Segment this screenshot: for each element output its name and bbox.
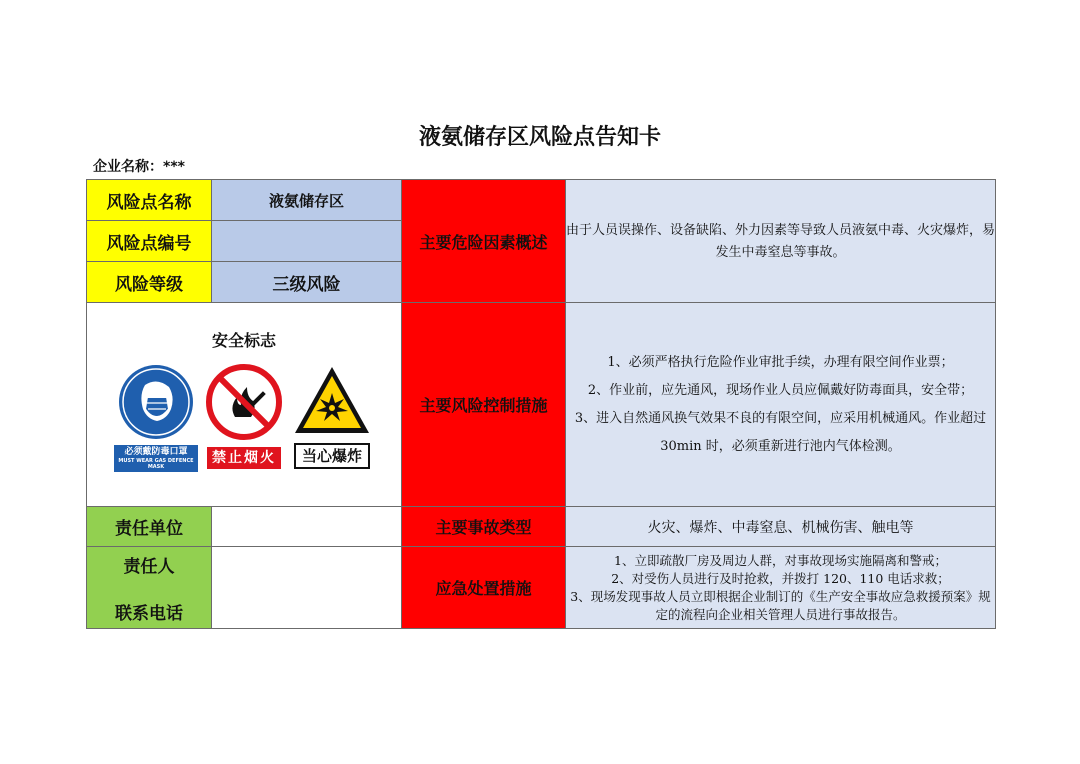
safety-signs-title: 安全标志 <box>211 330 276 350</box>
risk-name-label: 风险点名称 <box>87 180 212 221</box>
control-line: 3、进入自然通风换气效果不良的有限空间，应采用机械通风。作业超过 30min 时，必须重新进行池内气体检测。 <box>574 410 987 454</box>
emergency-text <box>566 547 996 629</box>
accident-text: 火灾、爆炸、中毒窒息、机械伤害、触电等 <box>566 507 996 547</box>
unit-value <box>212 507 402 547</box>
unit-label: 责任单位 <box>87 507 212 547</box>
explosion-warning-icon <box>292 363 372 439</box>
safety-signs-row <box>87 363 401 472</box>
risk-number-label: 风险点编号 <box>87 221 212 262</box>
sign-gas-mask-label: 必须戴防毒口罩 MUST WEAR GAS DEFENCE MASK <box>114 445 198 472</box>
sign-no-fire <box>204 363 284 469</box>
emergency-label: 应急处置措施 <box>402 547 566 629</box>
no-smoking-fire-icon <box>205 363 283 441</box>
accident-label: 主要事故类型 <box>402 507 566 547</box>
phone-label: 联系电话 <box>115 603 183 624</box>
control-text <box>566 303 996 507</box>
risk-level-label: 风险等级 <box>87 262 212 303</box>
risk-name-value: 液氨储存区 <box>212 180 402 221</box>
control-label: 主要风险控制措施 <box>402 303 566 507</box>
sign-gas-mask <box>116 363 196 472</box>
person-phone-labels <box>87 547 212 629</box>
risk-card-table <box>86 179 996 629</box>
control-line: 2、作业前，应先通风，现场作业人员应佩戴好防毒面具，安全带； <box>587 382 974 398</box>
sign-explosion-label: 当心爆炸 <box>294 443 370 469</box>
company-name: 企业名称：*** <box>93 159 185 175</box>
risk-level-value: 三级风险 <box>212 262 402 303</box>
card-title: 液氨储存区风险点告知卡 <box>418 125 661 150</box>
person-value <box>212 547 402 629</box>
safety-signs-cell <box>87 303 402 507</box>
hazard-text: 由于人员误操作、设备缺陷、外力因素等导致人员液氨中毒、火灾爆炸，易发生中毒窒息等事故。 <box>566 180 996 303</box>
emergency-line: 1、立即疏散厂房及周边人群，对事故现场实施隔离和警戒； <box>614 552 947 568</box>
control-line: 1、必须严格执行危险作业审批手续，办理有限空间作业票； <box>607 354 954 370</box>
risk-number-value <box>212 221 402 262</box>
sign-no-fire-label: 禁止烟火 <box>207 447 281 469</box>
emergency-line: 3、现场发现事故人员立即根据企业制订的《生产安全事故应急救援预案》规定的流程向企业相关管理人员进行事故报告。 <box>570 588 991 622</box>
sign-explosion <box>292 363 372 469</box>
emergency-line: 2、对受伤人员进行及时抢救，并拨打 120、110 电话求救； <box>611 570 950 586</box>
person-label: 责任人 <box>123 556 175 577</box>
gas-mask-mandatory-icon <box>117 363 195 441</box>
hazard-label: 主要危险因素概述 <box>402 180 566 303</box>
